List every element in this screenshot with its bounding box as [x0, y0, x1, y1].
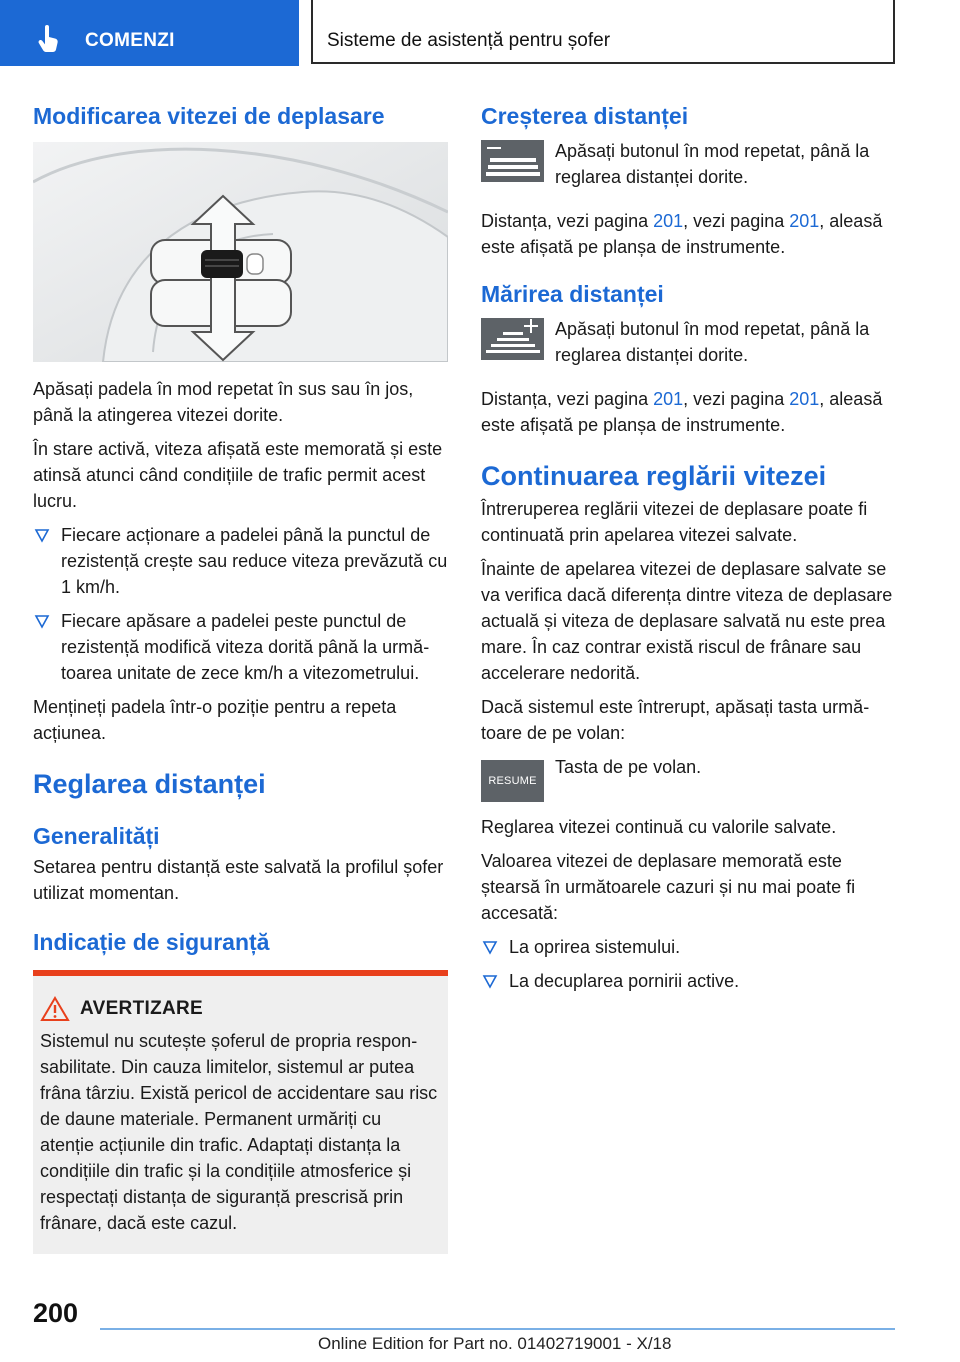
triangle-bullet-icon [481, 934, 501, 960]
section-label: COMENZI [85, 30, 175, 51]
hand-pointer-icon [34, 24, 64, 54]
warning-text: Sistemul nu scutește șoferul de propria responsabilitate. Din cauza limitelor, sistemul ar putea frâna târziu. Există pericol de accidentare sau risc de daune materiale. Permanent urmăriți cu atenție acțiunile din trafic. Adaptați distanța la condițiile din trafic și la condițiile atmosferice și respectați distanța de siguranță prescrisă prin frânare, dacă este cazul. [40, 1031, 438, 1233]
warning-box [33, 970, 448, 1254]
footer-divider [100, 1328, 895, 1330]
chapter-header [311, 0, 895, 64]
edition-text: Online Edition for Part no. 01402719001 - X/18 [318, 1334, 672, 1353]
section-tab[interactable] [0, 0, 299, 66]
paragraph: Apăsați padela în mod repetat în sus sau în jos, până la atingerea vitezei dorite. [33, 379, 414, 425]
list-item: Fiecare acționare a padelei până la punctul de rezistență crește sau reduce viteza prevăzută cu 1 km/h. [33, 522, 448, 600]
page-link[interactable]: 201 [653, 389, 684, 409]
left-column [33, 100, 448, 1254]
triangle-bullet-icon [33, 608, 53, 634]
heading-increase: Creșterea distanței [481, 103, 689, 129]
list-item: Fiecare apăsare a padelei peste punctul de rezistență modifică viteza dorită până la următoarea unitate de zece km/h a vitezometrului. [33, 608, 448, 686]
list-item: La oprirea sistemului. [481, 934, 896, 960]
page-number: 200 [33, 1298, 79, 1328]
paragraph: Dacă sistemul este întrerupt, apăsați tasta următoare de pe volan: [481, 697, 870, 743]
paragraph: În stare activă, viteza afișată este memorată și este atinsă atunci când condițiile de trafic permit acest lucru. [33, 439, 443, 511]
paragraph: Setarea pentru distanță este salvată la profilul șofer utilizat momentan. [33, 857, 444, 903]
page-link[interactable]: 201 [789, 211, 820, 231]
decrease-row [481, 316, 896, 376]
heading-continue: Continuarea reglării vitezei [481, 461, 827, 491]
resume-button-icon: RESUME [481, 760, 544, 802]
distance-increase-icon [481, 318, 544, 360]
warning-triangle-icon [40, 996, 70, 1022]
heading-distance: Reglarea distanței [33, 769, 266, 799]
paragraph: Reglarea vitezei continuă cu valorile salvate. [481, 817, 837, 837]
triangle-bullet-icon [33, 522, 53, 548]
resume-text: Tasta de pe volan. [555, 757, 702, 777]
paragraph: Valoarea vitezei de deplasare memorată este ștearsă în următoarele cazuri și nu mai poate fi accesată: [481, 851, 856, 923]
page-link[interactable]: 201 [789, 389, 820, 409]
paragraph: Distanța, vezi pagina 201, vezi pagina 201, aleasă este afișată pe planșa de instrumente. [481, 211, 883, 257]
right-column [481, 100, 896, 1002]
resume-row [481, 754, 896, 804]
increase-text: Apăsați butonul în mod repetat, până la reglarea distanței dorite. [555, 141, 870, 187]
list-item: La decuplarea pornirii active. [481, 968, 896, 994]
bullet-list [33, 522, 448, 686]
paragraph: Întreruperea reglării vitezei de deplasare poate fi continuată prin apelarea vitezei salvate. [481, 499, 868, 545]
paragraph: Înainte de apelarea vitezei de deplasare salvate se va verifica dacă diferența dintre viteza de deplasare actuală și viteza de deplasare salvată nu este prea mare. În caz contrar există riscul de frânare sau accelerare nedorită. [481, 559, 893, 683]
heading-safety: Indicație de siguranță [33, 929, 270, 955]
heading-speed-change: Modificarea vitezei de deplasare [33, 103, 385, 129]
heading-general: Generalități [33, 823, 160, 849]
heading-decrease: Mărirea distanței [481, 281, 664, 307]
triangle-bullet-icon [481, 968, 501, 994]
steering-paddle-image [33, 142, 448, 362]
steering-wheel-illustration [33, 142, 448, 362]
chapter-title: Sisteme de asistență pentru șofer [327, 30, 611, 51]
bullet-list [481, 934, 896, 994]
paragraph: Mențineți padela într-o poziție pentru a repeta acțiunea. [33, 697, 397, 743]
paragraph: Distanța, vezi pagina 201, vezi pagina 201, aleasă este afișată pe planșa de instrumente. [481, 389, 883, 435]
distance-decrease-icon [481, 140, 544, 182]
warning-title: AVERTIZARE [80, 998, 203, 1019]
page-link[interactable]: 201 [653, 211, 684, 231]
increase-row [481, 138, 896, 198]
decrease-text: Apăsați butonul în mod repetat, până la reglarea distanței dorite. [555, 319, 870, 365]
